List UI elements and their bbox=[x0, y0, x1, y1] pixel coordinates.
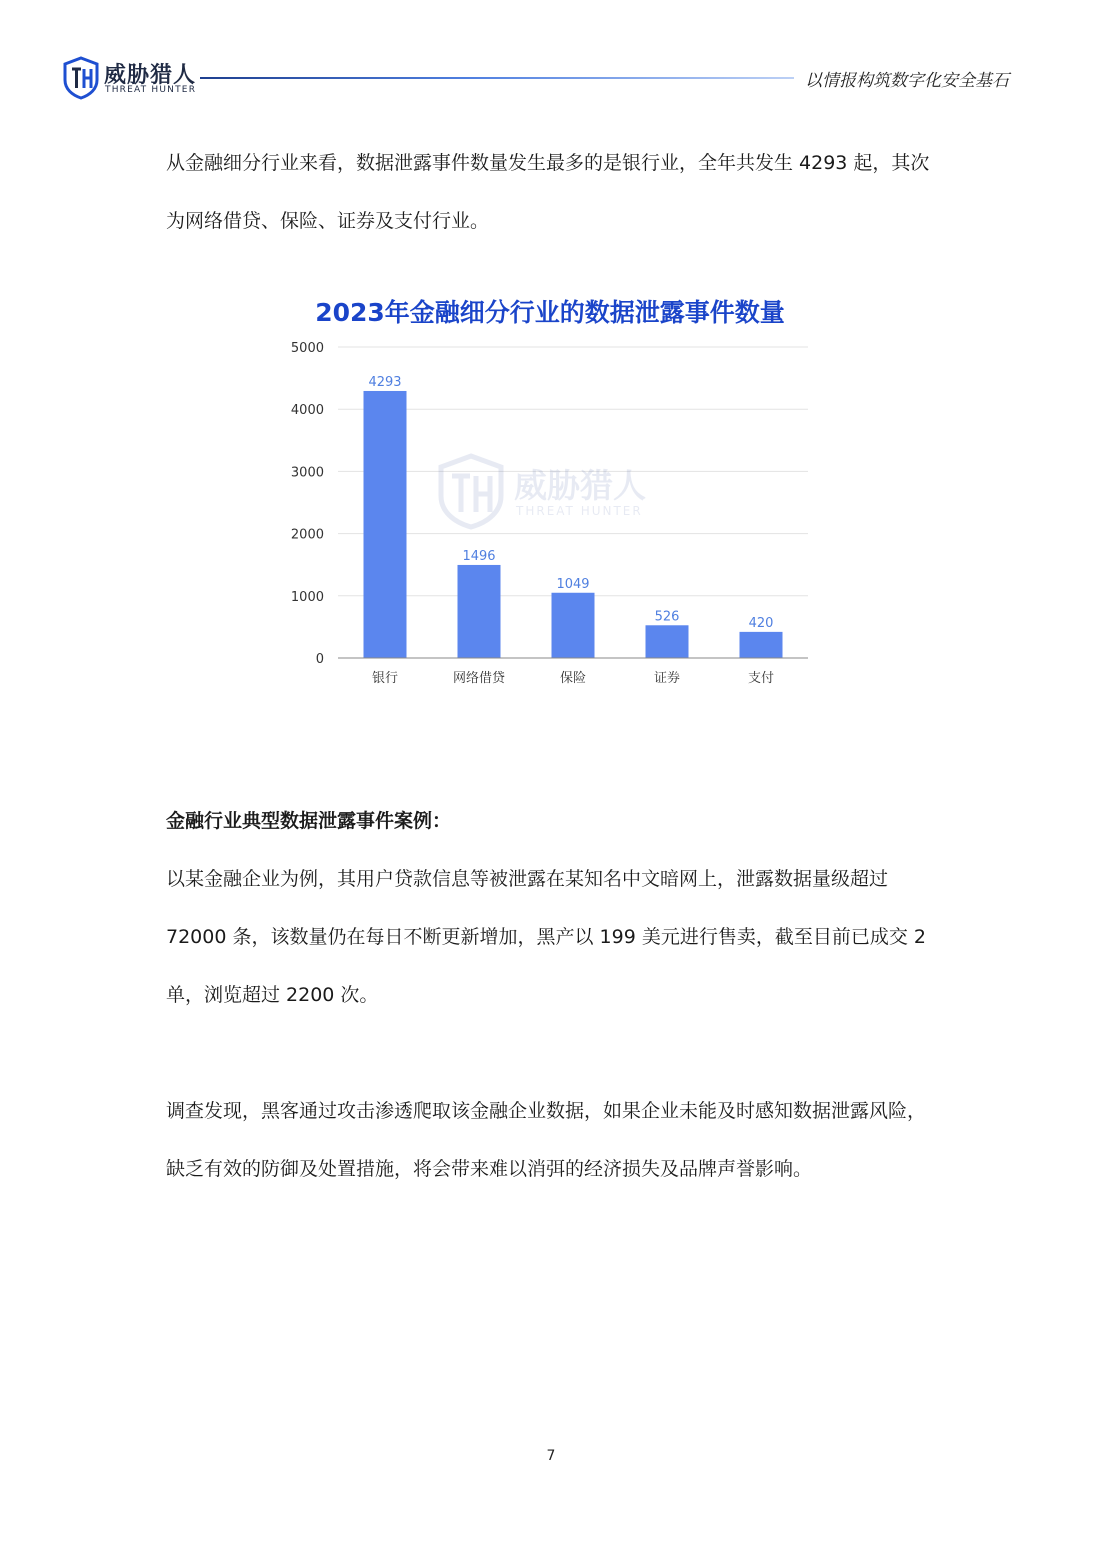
bar bbox=[458, 565, 501, 658]
shield-icon bbox=[62, 56, 100, 100]
y-tick-label: 0 bbox=[315, 652, 324, 667]
data-label: 1049 bbox=[556, 576, 590, 592]
finding-line-1: 调查发现，黑客通过攻击渗透爬取该金融企业数据，如果企业未能及时感知数据泄露风险， bbox=[166, 1100, 927, 1122]
data-label: 1496 bbox=[462, 548, 496, 564]
watermark-text-en: THREAT HUNTER bbox=[516, 504, 643, 518]
case-heading: 金融行业典型数据泄露事件案例： bbox=[166, 810, 452, 832]
y-tick-label: 4000 bbox=[290, 403, 324, 419]
bar bbox=[740, 632, 783, 658]
intro-line-2: 为网络借贷、保险、证券及支付行业。 bbox=[166, 210, 490, 232]
watermark-text-cn: 威胁猎人 bbox=[514, 466, 646, 505]
logo-text-cn: 威胁猎人 bbox=[104, 63, 197, 88]
page-header bbox=[0, 0, 1102, 110]
y-tick-label: 1000 bbox=[290, 589, 324, 605]
x-tick-label: 网络借贷 bbox=[452, 671, 506, 686]
y-tick-label: 2000 bbox=[290, 527, 324, 543]
x-tick-label: 保险 bbox=[559, 671, 587, 686]
x-tick-label: 银行 bbox=[371, 671, 399, 686]
chart-title: 2023年金融细分行业的数据泄露事件数量 bbox=[315, 298, 785, 327]
data-label: 4293 bbox=[368, 374, 402, 390]
case-line-2: 72000 条，该数量仍在每日不断更新增加，黑产以 199 美元进行售卖，截至目前已成交 2 bbox=[166, 926, 926, 948]
y-tick-label: 5000 bbox=[290, 341, 324, 356]
brand-logo bbox=[62, 56, 202, 102]
header-slogan: 以情报构筑数字化安全基石 bbox=[805, 71, 1009, 91]
header-divider bbox=[200, 77, 794, 79]
case-line-3: 单，浏览超过 2200 次。 bbox=[166, 984, 379, 1006]
case-line-1: 以某金融企业为例，其用户贷款信息等被泄露在某知名中文暗网上，泄露数据量级超过 bbox=[166, 868, 889, 890]
finding-line-2: 缺乏有效的防御及处置措施，将会带来难以消弭的经济损失及品牌声誉影响。 bbox=[166, 1158, 813, 1180]
data-label: 526 bbox=[654, 609, 680, 625]
bar bbox=[364, 391, 407, 658]
data-label: 420 bbox=[748, 615, 774, 631]
bar bbox=[552, 593, 595, 658]
x-tick-label: 支付 bbox=[747, 671, 775, 686]
watermark-logo bbox=[441, 456, 646, 527]
x-tick-label: 证券 bbox=[653, 671, 681, 686]
logo-text-en: THREAT HUNTER bbox=[105, 85, 197, 95]
bar-chart bbox=[260, 280, 840, 700]
bar bbox=[646, 625, 689, 658]
page-number: 7 bbox=[546, 1448, 556, 1464]
y-tick-label: 3000 bbox=[290, 465, 324, 481]
intro-line-1: 从金融细分行业来看，数据泄露事件数量发生最多的是银行业，全年共发生 4293 起，其次 bbox=[166, 152, 930, 174]
